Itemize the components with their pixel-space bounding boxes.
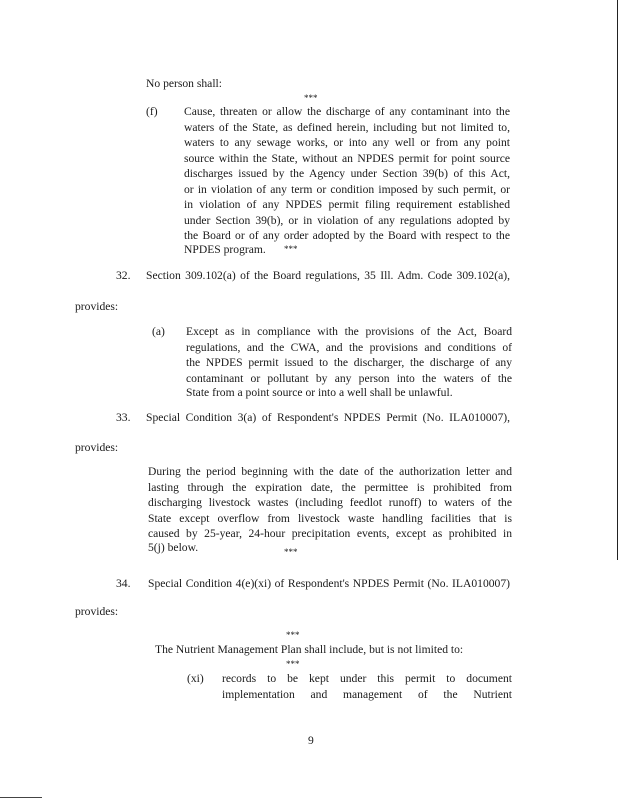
- ellipsis-stars: ***: [284, 244, 298, 254]
- paragraph-text: Special Condition 3(a) of Respondent's NPDES Permit (No. ILA010007),: [146, 411, 510, 424]
- quoted-line: waters to any sewage works, or into any well or from any point: [184, 136, 510, 149]
- quoted-line: implementation and management of the Nutrient: [222, 688, 512, 701]
- quoted-line: During the period beginning with the date of the authorization letter and: [148, 465, 512, 478]
- quoted-line: Cause, threaten or allow the discharge of any contaminant into the: [184, 105, 510, 118]
- provides-label: provides:: [75, 300, 119, 313]
- provides-label: provides:: [75, 605, 119, 618]
- quoted-line: contaminant or pollutant by any person into the waters of the: [186, 371, 512, 385]
- ellipsis-stars: ***: [304, 93, 318, 103]
- paragraph-text: Special Condition 4(e)(xi) of Respondent's NPDES Permit (No. ILA010007): [148, 577, 510, 590]
- item-number: (a): [152, 325, 165, 338]
- quoted-line: State except overflow from livestock waste handling facilities that is: [148, 511, 512, 525]
- quoted-line: regulations, and the CWA, and the provisions and conditions of: [186, 340, 512, 354]
- item-number: (f): [146, 105, 158, 118]
- quoted-line: the Board or of any order adopted by the Board with respect to the: [184, 229, 510, 242]
- quoted-line: in violation of any NPDES permit filing requirement established: [184, 198, 510, 211]
- provides-label: provides:: [75, 441, 119, 454]
- quoted-line: State from a point source or into a well shall be unlawful.: [186, 386, 453, 399]
- ellipsis-stars: ***: [286, 659, 300, 669]
- paragraph-number: 33.: [116, 411, 131, 424]
- intro-text: No person shall:: [146, 77, 222, 90]
- quoted-line: waters of the State, as defined herein, including but not limited to,: [184, 120, 510, 134]
- paragraph-number: 34.: [116, 577, 131, 590]
- quoted-line: discharging livestock wastes (including feedlot runoff) to waters of the: [148, 496, 512, 509]
- quoted-line: records to be kept under this permit to document: [222, 672, 512, 685]
- quoted-line: 5(j) below.: [148, 541, 199, 554]
- page-edge-bottom: [0, 797, 42, 798]
- page-number: 9: [308, 734, 314, 747]
- quoted-line: Except as in compliance with the provisions of the Act, Board: [186, 325, 512, 338]
- quoted-line: lasting through the expiration date, the permittee is prohibited from: [148, 480, 512, 494]
- ellipsis-stars: ***: [286, 630, 300, 640]
- quoted-line: The Nutrient Management Plan shall include, but is not limited to:: [155, 643, 464, 656]
- paragraph-text: Section 309.102(a) of the Board regulations, 35 Ill. Adm. Code 309.102(a),: [146, 269, 510, 282]
- quoted-line: discharges issued by the Agency under Section 39(b) of this Act,: [184, 167, 510, 180]
- ellipsis-stars: ***: [284, 547, 298, 557]
- paragraph-number: 32.: [116, 269, 131, 282]
- quoted-line: the NPDES permit issued to the discharger, the discharge of any: [186, 356, 512, 369]
- quoted-line: NPDES program.: [184, 243, 266, 256]
- quoted-line: source within the State, without an NPDES permit for point source: [184, 151, 510, 165]
- quoted-line: caused by 25-year, 24-hour precipitation events, except as prohibited in: [148, 527, 512, 540]
- quoted-line: under Section 39(b), or in violation of any regulations adopted by: [184, 213, 510, 227]
- quoted-line: or in violation of any term or condition imposed by such permit, or: [184, 182, 510, 196]
- item-number: (xi): [187, 672, 204, 685]
- page-edge-right: [617, 0, 618, 560]
